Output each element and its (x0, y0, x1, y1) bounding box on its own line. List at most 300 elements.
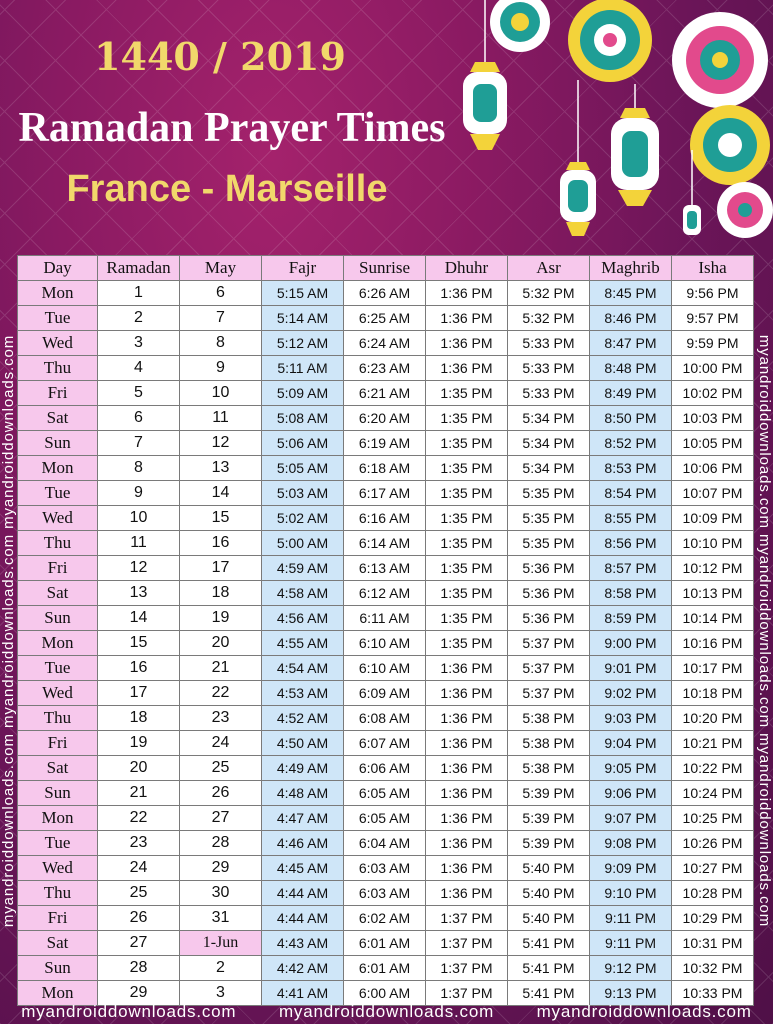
cell-fajr: 4:52 AM (262, 706, 344, 731)
cell-sunrise: 6:06 AM (344, 756, 426, 781)
cell-maghrib: 9:05 PM (590, 756, 672, 781)
cell-sunrise: 6:10 AM (344, 631, 426, 656)
cell-maghrib: 8:52 PM (590, 431, 672, 456)
table-row (18, 681, 754, 706)
cell-day: Fri (18, 556, 98, 581)
cell-day: Sat (18, 931, 98, 956)
cell-dhuhr: 1:35 PM (426, 406, 508, 431)
cell-ramadan-day: 2 (98, 306, 180, 331)
cell-fajr: 4:43 AM (262, 931, 344, 956)
cell-dhuhr: 1:35 PM (426, 606, 508, 631)
bottom-watermark-text: myandroiddownloads.com (278, 1002, 495, 1021)
cell-may-date: 17 (180, 556, 262, 581)
cell-sunrise: 6:03 AM (344, 881, 426, 906)
cell-isha: 10:00 PM (672, 356, 754, 381)
cell-may-date: 26 (180, 781, 262, 806)
cell-isha: 10:16 PM (672, 631, 754, 656)
cell-sunrise: 6:11 AM (344, 606, 426, 631)
table-row (18, 506, 754, 531)
cell-maghrib: 8:56 PM (590, 531, 672, 556)
cell-ramadan-day: 8 (98, 456, 180, 481)
prayer-times-table (17, 255, 754, 1003)
cell-isha: 10:20 PM (672, 706, 754, 731)
cell-maghrib: 9:11 PM (590, 906, 672, 931)
cell-sunrise: 6:07 AM (344, 731, 426, 756)
cell-asr: 5:38 PM (508, 731, 590, 756)
cell-sunrise: 6:01 AM (344, 956, 426, 981)
cell-day: Mon (18, 456, 98, 481)
cell-ramadan-day: 9 (98, 481, 180, 506)
cell-may-date: 2 (180, 956, 262, 981)
table-row (18, 756, 754, 781)
cell-day: Thu (18, 356, 98, 381)
cell-may-date: 22 (180, 681, 262, 706)
cell-fajr: 4:54 AM (262, 656, 344, 681)
cell-fajr: 4:41 AM (262, 981, 344, 1006)
column-header-dhuhr: Dhuhr (426, 256, 508, 281)
cell-may-date: 29 (180, 856, 262, 881)
cell-ramadan-day: 23 (98, 831, 180, 856)
cell-may-date: 15 (180, 506, 262, 531)
cell-sunrise: 6:13 AM (344, 556, 426, 581)
cell-maghrib: 9:08 PM (590, 831, 672, 856)
cell-fajr: 4:44 AM (262, 881, 344, 906)
table-row (18, 331, 754, 356)
cell-isha: 10:26 PM (672, 831, 754, 856)
cell-may-date: 16 (180, 531, 262, 556)
cell-asr: 5:41 PM (508, 956, 590, 981)
cell-fajr: 4:53 AM (262, 681, 344, 706)
cell-asr: 5:41 PM (508, 981, 590, 1006)
cell-isha: 10:25 PM (672, 806, 754, 831)
cell-fajr: 5:06 AM (262, 431, 344, 456)
cell-day: Sat (18, 756, 98, 781)
cell-sunrise: 6:20 AM (344, 406, 426, 431)
page-title: Ramadan Prayer Times (18, 105, 446, 151)
cell-dhuhr: 1:36 PM (426, 706, 508, 731)
cell-day: Sat (18, 581, 98, 606)
cell-asr: 5:38 PM (508, 756, 590, 781)
cell-fajr: 4:48 AM (262, 781, 344, 806)
cell-day: Sun (18, 956, 98, 981)
table-row (18, 931, 754, 956)
cell-ramadan-day: 4 (98, 356, 180, 381)
cell-dhuhr: 1:36 PM (426, 356, 508, 381)
side-watermark-left: myandroiddownloads.com myandroiddownloads.com myandroiddownloads.com (0, 334, 17, 928)
cell-dhuhr: 1:36 PM (426, 756, 508, 781)
cell-dhuhr: 1:35 PM (426, 381, 508, 406)
cell-ramadan-day: 1 (98, 281, 180, 306)
cell-sunrise: 6:24 AM (344, 331, 426, 356)
cell-dhuhr: 1:37 PM (426, 906, 508, 931)
cell-may-date: 25 (180, 756, 262, 781)
cell-may-date: 12 (180, 431, 262, 456)
cell-asr: 5:39 PM (508, 806, 590, 831)
column-header-day: Day (18, 256, 98, 281)
cell-asr: 5:39 PM (508, 781, 590, 806)
cell-day: Tue (18, 656, 98, 681)
cell-ramadan-day: 18 (98, 706, 180, 731)
cell-asr: 5:41 PM (508, 931, 590, 956)
table-row (18, 831, 754, 856)
cell-maghrib: 9:02 PM (590, 681, 672, 706)
table-row (18, 306, 754, 331)
cell-day: Thu (18, 706, 98, 731)
cell-sunrise: 6:08 AM (344, 706, 426, 731)
table-row (18, 531, 754, 556)
cell-maghrib: 8:49 PM (590, 381, 672, 406)
flower-ornament-3-icon (672, 12, 768, 108)
cell-may-date: 13 (180, 456, 262, 481)
cell-sunrise: 6:02 AM (344, 906, 426, 931)
cell-asr: 5:40 PM (508, 856, 590, 881)
cell-isha: 10:24 PM (672, 781, 754, 806)
cell-may-date: 8 (180, 331, 262, 356)
cell-maghrib: 9:01 PM (590, 656, 672, 681)
table-row (18, 906, 754, 931)
column-header-sunrise: Sunrise (344, 256, 426, 281)
cell-asr: 5:33 PM (508, 356, 590, 381)
cell-isha: 10:03 PM (672, 406, 754, 431)
cell-sunrise: 6:19 AM (344, 431, 426, 456)
table-row (18, 731, 754, 756)
cell-day: Wed (18, 856, 98, 881)
cell-maghrib: 9:12 PM (590, 956, 672, 981)
table-row (18, 631, 754, 656)
cell-isha: 10:18 PM (672, 681, 754, 706)
cell-maghrib: 9:00 PM (590, 631, 672, 656)
table-header-row (18, 256, 754, 281)
table-row (18, 806, 754, 831)
cell-asr: 5:36 PM (508, 556, 590, 581)
cell-maghrib: 9:06 PM (590, 781, 672, 806)
cell-isha: 10:17 PM (672, 656, 754, 681)
cell-day: Tue (18, 481, 98, 506)
cell-maghrib: 9:04 PM (590, 731, 672, 756)
cell-may-date: 6 (180, 281, 262, 306)
cell-ramadan-day: 11 (98, 531, 180, 556)
lantern-3-icon (611, 84, 659, 206)
table-row (18, 281, 754, 306)
cell-fajr: 5:05 AM (262, 456, 344, 481)
cell-ramadan-day: 7 (98, 431, 180, 456)
cell-dhuhr: 1:36 PM (426, 331, 508, 356)
cell-fajr: 4:44 AM (262, 906, 344, 931)
cell-dhuhr: 1:35 PM (426, 481, 508, 506)
cell-day: Sun (18, 781, 98, 806)
cell-maghrib: 8:54 PM (590, 481, 672, 506)
cell-ramadan-day: 25 (98, 881, 180, 906)
lanterns-and-flowers-decoration (430, 0, 773, 250)
cell-fajr: 4:58 AM (262, 581, 344, 606)
cell-maghrib: 8:57 PM (590, 556, 672, 581)
cell-may-date: 31 (180, 906, 262, 931)
cell-sunrise: 6:26 AM (344, 281, 426, 306)
cell-asr: 5:35 PM (508, 506, 590, 531)
cell-ramadan-day: 20 (98, 756, 180, 781)
cell-day: Mon (18, 806, 98, 831)
cell-sunrise: 6:14 AM (344, 531, 426, 556)
cell-day: Wed (18, 681, 98, 706)
cell-day: Tue (18, 831, 98, 856)
cell-isha: 10:02 PM (672, 381, 754, 406)
cell-isha: 10:28 PM (672, 881, 754, 906)
cell-dhuhr: 1:35 PM (426, 431, 508, 456)
hijri-gregorian-year: 1440 / 2019 (94, 34, 346, 79)
cell-may-date: 18 (180, 581, 262, 606)
cell-day: Tue (18, 306, 98, 331)
table-row (18, 356, 754, 381)
bottom-watermark-text: myandroiddownloads.com (536, 1002, 752, 1021)
cell-sunrise: 6:16 AM (344, 506, 426, 531)
cell-dhuhr: 1:35 PM (426, 456, 508, 481)
column-header-may: May (180, 256, 262, 281)
cell-day: Thu (18, 531, 98, 556)
cell-ramadan-day: 14 (98, 606, 180, 631)
cell-fajr: 4:49 AM (262, 756, 344, 781)
table-row (18, 406, 754, 431)
cell-ramadan-day: 16 (98, 656, 180, 681)
cell-maghrib: 9:09 PM (590, 856, 672, 881)
cell-may-date: 1-Jun (180, 931, 262, 956)
cell-isha: 10:13 PM (672, 581, 754, 606)
side-watermark-right: myandroiddownloads.com myandroiddownloads.com myandroiddownloads.com (756, 334, 773, 928)
cell-may-date: 30 (180, 881, 262, 906)
cell-isha: 9:56 PM (672, 281, 754, 306)
cell-asr: 5:34 PM (508, 406, 590, 431)
cell-fajr: 5:03 AM (262, 481, 344, 506)
cell-isha: 10:12 PM (672, 556, 754, 581)
cell-asr: 5:35 PM (508, 531, 590, 556)
table-row (18, 606, 754, 631)
cell-dhuhr: 1:36 PM (426, 681, 508, 706)
cell-sunrise: 6:01 AM (344, 931, 426, 956)
cell-dhuhr: 1:36 PM (426, 281, 508, 306)
flower-ornament-4-icon (690, 105, 770, 185)
cell-may-date: 21 (180, 656, 262, 681)
cell-isha: 9:57 PM (672, 306, 754, 331)
cell-isha: 10:27 PM (672, 856, 754, 881)
cell-may-date: 10 (180, 381, 262, 406)
cell-maghrib: 8:50 PM (590, 406, 672, 431)
cell-isha: 10:09 PM (672, 506, 754, 531)
cell-may-date: 24 (180, 731, 262, 756)
table-row (18, 956, 754, 981)
cell-isha: 10:21 PM (672, 731, 754, 756)
cell-fajr: 4:50 AM (262, 731, 344, 756)
cell-asr: 5:33 PM (508, 381, 590, 406)
column-header-maghrib: Maghrib (590, 256, 672, 281)
cell-fajr: 4:55 AM (262, 631, 344, 656)
cell-day: Mon (18, 281, 98, 306)
cell-asr: 5:32 PM (508, 281, 590, 306)
cell-isha: 10:32 PM (672, 956, 754, 981)
cell-dhuhr: 1:36 PM (426, 731, 508, 756)
cell-ramadan-day: 10 (98, 506, 180, 531)
cell-dhuhr: 1:36 PM (426, 781, 508, 806)
cell-day: Wed (18, 331, 98, 356)
cell-asr: 5:36 PM (508, 581, 590, 606)
cell-ramadan-day: 21 (98, 781, 180, 806)
table-row (18, 581, 754, 606)
cell-asr: 5:40 PM (508, 906, 590, 931)
cell-sunrise: 6:09 AM (344, 681, 426, 706)
cell-ramadan-day: 17 (98, 681, 180, 706)
flower-ornament-1-icon (568, 0, 652, 82)
cell-isha: 10:06 PM (672, 456, 754, 481)
table-row (18, 856, 754, 881)
cell-day: Fri (18, 381, 98, 406)
cell-asr: 5:37 PM (508, 631, 590, 656)
column-header-isha: Isha (672, 256, 754, 281)
cell-isha: 9:59 PM (672, 331, 754, 356)
cell-maghrib: 8:58 PM (590, 581, 672, 606)
cell-dhuhr: 1:35 PM (426, 506, 508, 531)
cell-ramadan-day: 27 (98, 931, 180, 956)
cell-asr: 5:38 PM (508, 706, 590, 731)
cell-may-date: 28 (180, 831, 262, 856)
lantern-2-icon (560, 80, 596, 236)
cell-day: Sun (18, 431, 98, 456)
cell-ramadan-day: 13 (98, 581, 180, 606)
table-row (18, 781, 754, 806)
city-subtitle: France - Marseille (66, 168, 388, 210)
cell-maghrib: 9:13 PM (590, 981, 672, 1006)
table-row (18, 456, 754, 481)
cell-fajr: 5:14 AM (262, 306, 344, 331)
cell-dhuhr: 1:37 PM (426, 931, 508, 956)
cell-fajr: 4:47 AM (262, 806, 344, 831)
cell-ramadan-day: 3 (98, 331, 180, 356)
cell-ramadan-day: 15 (98, 631, 180, 656)
cell-isha: 10:22 PM (672, 756, 754, 781)
cell-sunrise: 6:04 AM (344, 831, 426, 856)
cell-may-date: 20 (180, 631, 262, 656)
cell-dhuhr: 1:37 PM (426, 981, 508, 1006)
cell-maghrib: 9:07 PM (590, 806, 672, 831)
cell-asr: 5:34 PM (508, 456, 590, 481)
cell-fajr: 4:45 AM (262, 856, 344, 881)
cell-sunrise: 6:10 AM (344, 656, 426, 681)
flower-ornament-2-icon (490, 0, 550, 52)
cell-dhuhr: 1:36 PM (426, 856, 508, 881)
cell-may-date: 3 (180, 981, 262, 1006)
cell-asr: 5:37 PM (508, 681, 590, 706)
cell-ramadan-day: 12 (98, 556, 180, 581)
cell-day: Mon (18, 981, 98, 1006)
cell-sunrise: 6:17 AM (344, 481, 426, 506)
cell-maghrib: 8:46 PM (590, 306, 672, 331)
cell-isha: 10:31 PM (672, 931, 754, 956)
cell-may-date: 11 (180, 406, 262, 431)
bottom-watermark-text: myandroiddownloads.com (21, 1002, 237, 1021)
cell-asr: 5:36 PM (508, 606, 590, 631)
cell-dhuhr: 1:36 PM (426, 306, 508, 331)
cell-sunrise: 6:25 AM (344, 306, 426, 331)
cell-sunrise: 6:18 AM (344, 456, 426, 481)
cell-fajr: 4:56 AM (262, 606, 344, 631)
cell-sunrise: 6:05 AM (344, 781, 426, 806)
cell-maghrib: 8:55 PM (590, 506, 672, 531)
cell-fajr: 4:59 AM (262, 556, 344, 581)
cell-fajr: 5:08 AM (262, 406, 344, 431)
cell-fajr: 5:02 AM (262, 506, 344, 531)
cell-asr: 5:40 PM (508, 881, 590, 906)
cell-fajr: 5:11 AM (262, 356, 344, 381)
cell-ramadan-day: 19 (98, 731, 180, 756)
cell-maghrib: 8:59 PM (590, 606, 672, 631)
cell-day: Wed (18, 506, 98, 531)
cell-may-date: 9 (180, 356, 262, 381)
cell-fajr: 5:15 AM (262, 281, 344, 306)
cell-maghrib: 8:45 PM (590, 281, 672, 306)
column-header-ramadan: Ramadan (98, 256, 180, 281)
cell-asr: 5:33 PM (508, 331, 590, 356)
cell-maghrib: 8:47 PM (590, 331, 672, 356)
cell-fajr: 5:09 AM (262, 381, 344, 406)
cell-day: Mon (18, 631, 98, 656)
cell-sunrise: 6:03 AM (344, 856, 426, 881)
cell-dhuhr: 1:36 PM (426, 806, 508, 831)
cell-day: Sat (18, 406, 98, 431)
cell-asr: 5:35 PM (508, 481, 590, 506)
cell-asr: 5:39 PM (508, 831, 590, 856)
table-row (18, 656, 754, 681)
cell-fajr: 4:46 AM (262, 831, 344, 856)
cell-may-date: 14 (180, 481, 262, 506)
cell-dhuhr: 1:36 PM (426, 656, 508, 681)
cell-maghrib: 8:48 PM (590, 356, 672, 381)
cell-day: Sun (18, 606, 98, 631)
cell-fajr: 5:00 AM (262, 531, 344, 556)
cell-dhuhr: 1:35 PM (426, 531, 508, 556)
cell-dhuhr: 1:35 PM (426, 631, 508, 656)
cell-dhuhr: 1:36 PM (426, 881, 508, 906)
cell-sunrise: 6:12 AM (344, 581, 426, 606)
cell-maghrib: 8:53 PM (590, 456, 672, 481)
table-row (18, 481, 754, 506)
table-row (18, 431, 754, 456)
cell-asr: 5:34 PM (508, 431, 590, 456)
cell-isha: 10:14 PM (672, 606, 754, 631)
cell-day: Fri (18, 731, 98, 756)
column-header-fajr: Fajr (262, 256, 344, 281)
cell-day: Fri (18, 906, 98, 931)
cell-may-date: 19 (180, 606, 262, 631)
cell-ramadan-day: 22 (98, 806, 180, 831)
cell-sunrise: 6:21 AM (344, 381, 426, 406)
column-header-asr: Asr (508, 256, 590, 281)
cell-day: Thu (18, 881, 98, 906)
flower-ornament-5-icon (717, 182, 773, 238)
cell-may-date: 27 (180, 806, 262, 831)
cell-isha: 10:07 PM (672, 481, 754, 506)
table-row (18, 556, 754, 581)
cell-dhuhr: 1:36 PM (426, 831, 508, 856)
cell-maghrib: 9:03 PM (590, 706, 672, 731)
cell-may-date: 23 (180, 706, 262, 731)
cell-isha: 10:05 PM (672, 431, 754, 456)
cell-isha: 10:29 PM (672, 906, 754, 931)
table-row (18, 381, 754, 406)
cell-sunrise: 6:23 AM (344, 356, 426, 381)
cell-dhuhr: 1:35 PM (426, 581, 508, 606)
table-row (18, 706, 754, 731)
cell-dhuhr: 1:37 PM (426, 956, 508, 981)
cell-isha: 10:33 PM (672, 981, 754, 1006)
bottom-watermark (0, 1002, 773, 1022)
cell-asr: 5:37 PM (508, 656, 590, 681)
